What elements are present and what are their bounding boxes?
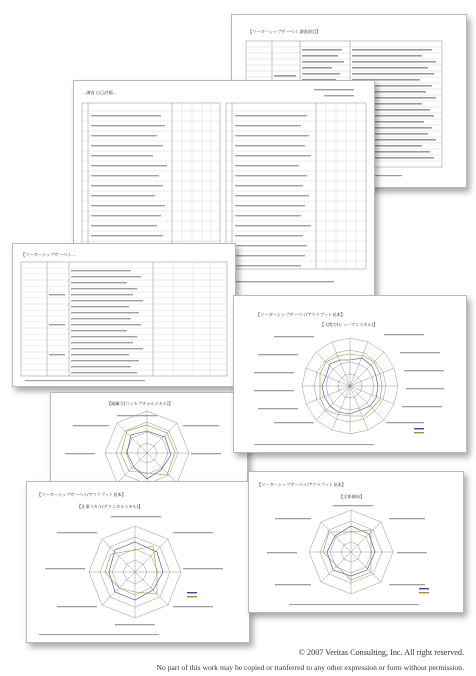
radar-conceptual-title: 【組織力(コンセプチャルスキル)】 <box>107 401 173 406</box>
radar-human-subtitle: 【人間力(ヒューマンスキル)】 <box>320 322 378 327</box>
radar-overall-title: 【リーダーシップサーベイ/アウトプット見本】 <box>257 482 346 487</box>
radar-overall-subtitle: 【全体傾向】 <box>339 494 365 499</box>
radar-technical-subtitle: 【仕事スキル(テクニカルスキル)】 <box>77 504 143 509</box>
answer-sheet-title: …調査 自己評価… <box>82 90 117 95</box>
survey-items-title: 【リーダーシップサーベイ 調査項目】 <box>248 29 321 34</box>
radar-sheet-human <box>233 295 467 453</box>
radar-human-title: 【リーダーシップサーベイ/アウトプット見本】 <box>256 312 345 317</box>
radar-human-chart <box>234 296 466 452</box>
permission-notice: No part of this work may be copied or tranferred to any other expression or form without permission. <box>156 663 464 672</box>
survey-items-2-table <box>13 244 235 386</box>
radar-sheet-technical <box>26 481 250 643</box>
radar-sheet-overall <box>248 471 464 613</box>
survey-items-sheet-2 <box>12 243 236 387</box>
radar-technical-chart <box>27 482 249 642</box>
radar-overall-chart <box>249 472 463 612</box>
copyright-line: © 2007 Veritas Consulting, Inc. All right reserved. <box>298 648 464 657</box>
radar-technical-title: 【リーダーシップサーベイ/アウトプット見本】 <box>37 492 126 497</box>
survey-items-2-title: 【リーダーシップサーベイ… <box>21 252 76 257</box>
